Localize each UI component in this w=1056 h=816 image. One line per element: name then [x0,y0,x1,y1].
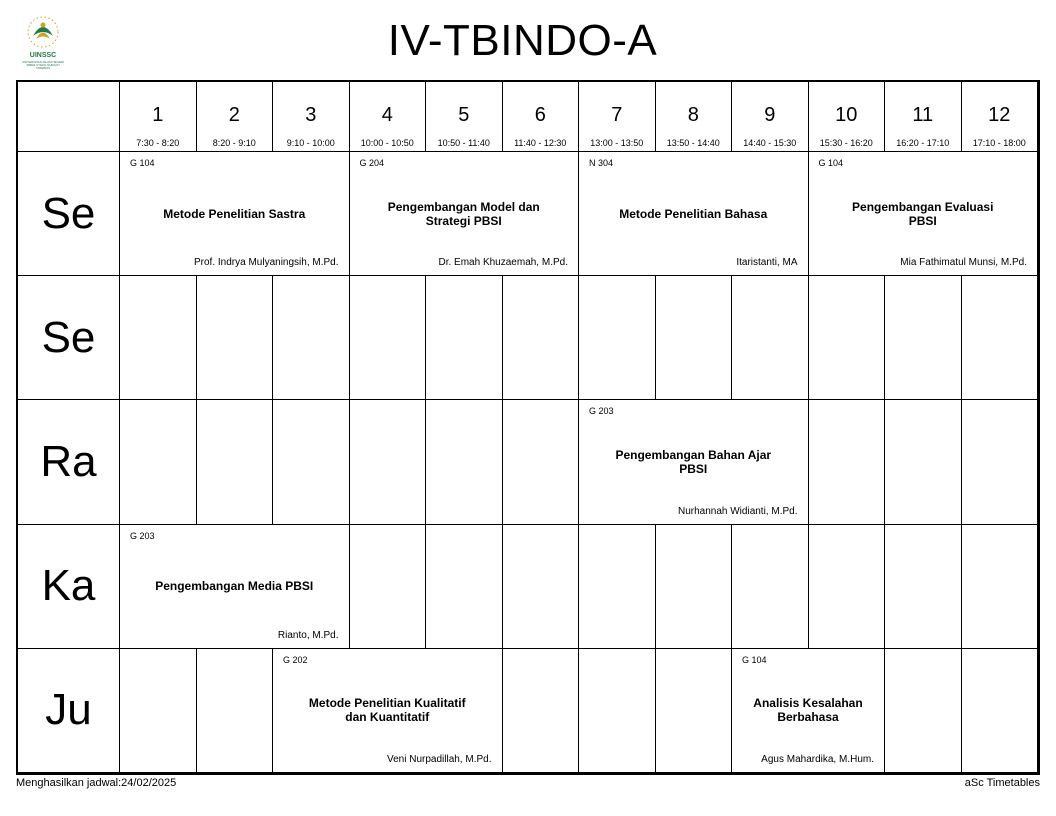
period-number: 1 [152,104,164,126]
generated-date: Menghasilkan jadwal:24/02/2025 [16,777,177,789]
period-number: 6 [534,104,546,126]
lesson-card [732,649,885,773]
empty-slot [885,276,962,400]
lesson-subject: Pengembangan Evaluasi PBSI [852,199,994,228]
lesson-card [120,525,350,649]
day-label: Ka [18,525,120,649]
lesson-teacher: Dr. Emah Khuzaemah, M.Pd. [438,257,568,269]
period-time: 13:50 - 14:40 [666,138,720,148]
period-number: 8 [687,104,699,126]
period-number: 2 [228,104,240,126]
period-header [120,82,197,152]
empty-slot [656,525,733,649]
period-time: 13:00 - 13:50 [590,138,644,148]
period-header [809,82,886,152]
lesson-teacher: Nurhannah Widianti, M.Pd. [677,505,798,517]
period-header [350,82,427,152]
period-time: 15:30 - 16:20 [819,138,873,148]
day-label: Se [18,152,120,276]
logo-subtext: UNIVERSITAS ISLAM NEGERI SIBER SYEKH NURJATI CIREBON [22,60,64,70]
lesson-subject: Pengembangan Model dan Strategi PBSI [387,199,540,228]
lesson-room: G 104 [818,158,844,168]
period-time: 17:10 - 18:00 [972,138,1026,148]
empty-slot [962,525,1039,649]
period-header [273,82,350,152]
timetable-grid [16,80,1040,775]
period-header [656,82,733,152]
period-header [197,82,274,152]
empty-slot [809,525,886,649]
lesson-room: G 204 [359,158,385,168]
lesson-teacher: Mia Fathimatul Munsi, M.Pd. [900,257,1027,269]
period-time: 7:30 - 8:20 [136,138,180,148]
empty-slot [197,400,274,524]
lesson-subject: Metode Penelitian Sastra [163,206,306,221]
empty-slot [350,400,427,524]
period-header [885,82,962,152]
period-number: 5 [458,104,470,126]
empty-slot [579,525,656,649]
header-corner [18,82,120,152]
period-time: 16:20 - 17:10 [896,138,950,148]
lesson-subject: Pengembangan Media PBSI [155,579,314,594]
empty-slot [426,276,503,400]
empty-slot [197,276,274,400]
period-header [962,82,1039,152]
empty-slot [503,400,580,524]
lesson-card [809,152,1039,276]
period-time: 14:40 - 15:30 [743,138,797,148]
lesson-subject: Pengembangan Bahan Ajar PBSI [615,447,772,476]
lesson-room: G 104 [742,654,767,665]
period-time: 10:00 - 10:50 [360,138,414,148]
period-header [579,82,656,152]
lesson-subject: Metode Penelitian Kualitatif dan Kuantitatif [308,696,466,725]
period-header [426,82,503,152]
lesson-teacher: Agus Mahardika, M.Hum. [761,753,874,765]
empty-slot [503,649,580,773]
lesson-teacher: Prof. Indrya Mulyaningsih, M.Pd. [193,257,339,269]
period-header [503,82,580,152]
empty-slot [273,400,350,524]
lesson-room: N 304 [589,158,614,168]
period-time: 9:10 - 10:00 [286,138,335,148]
empty-slot [962,276,1039,400]
empty-slot [885,649,962,773]
lesson-teacher: Veni Nurpadillah, M.Pd. [386,753,492,765]
empty-slot [120,649,197,773]
lesson-room: G 203 [589,406,614,417]
lesson-room: G 203 [130,530,155,541]
empty-slot [273,276,350,400]
logo-text: UINSSC [29,52,57,59]
lesson-card [120,152,350,276]
period-number: 11 [912,104,934,126]
empty-slot [962,649,1039,773]
period-header [732,82,809,152]
empty-slot [809,276,886,400]
period-number: 10 [835,104,858,126]
day-label: Se [18,276,120,400]
lesson-teacher: Rianto, M.Pd. [277,629,339,641]
period-number: 4 [381,104,393,126]
empty-slot [656,276,733,400]
empty-slot [885,525,962,649]
empty-slot [732,276,809,400]
period-number: 9 [764,104,776,126]
empty-slot [426,400,503,524]
lesson-teacher: Itaristanti, MA [736,257,798,269]
empty-slot [809,400,886,524]
empty-slot [120,276,197,400]
empty-slot [503,525,580,649]
lesson-subject: Metode Penelitian Bahasa [619,206,768,221]
timetable-title: IV-TBINDO-A [387,16,658,65]
empty-slot [962,400,1039,524]
period-time: 11:40 - 12:30 [514,138,567,148]
empty-slot [120,400,197,524]
period-number: 7 [611,104,623,126]
empty-slot [656,649,733,773]
brand-label: aSc Timetables [964,777,1040,789]
empty-slot [503,276,580,400]
lesson-room: G 104 [130,158,155,168]
lesson-room: G 202 [283,654,308,665]
day-label: Ra [18,400,120,524]
period-time: 8:20 - 9:10 [212,138,256,148]
empty-slot [579,649,656,773]
period-number: 3 [305,104,317,126]
lesson-card [350,152,580,276]
empty-slot [197,649,274,773]
empty-slot [885,400,962,524]
lesson-card [579,152,809,276]
period-time: 10:50 - 11:40 [437,138,490,148]
empty-slot [426,525,503,649]
empty-slot [350,525,427,649]
day-label: Ju [18,649,120,773]
period-number: 12 [988,104,1011,126]
empty-slot [579,276,656,400]
lesson-card [273,649,503,773]
empty-slot [350,276,427,400]
empty-slot [732,525,809,649]
lesson-card [579,400,809,524]
lesson-subject: Analisis Kesalahan Berbahasa [753,696,863,725]
